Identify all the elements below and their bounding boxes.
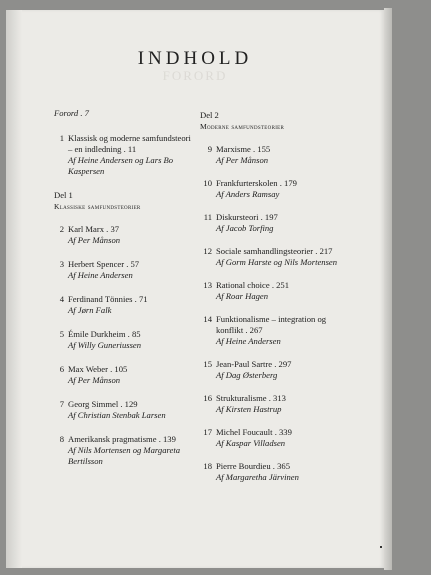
toc-entry <box>200 212 350 234</box>
entry-number: 16 <box>203 393 212 403</box>
entry-author: Af Per Månson <box>216 155 269 165</box>
toc-entry <box>200 427 350 449</box>
entry-number: 4 <box>59 294 64 304</box>
show-through-text: FORORD <box>162 68 228 83</box>
entry-number: 8 <box>59 434 64 444</box>
part-name: Klassiske samfundsteorier <box>54 202 141 211</box>
entry-number: 17 <box>203 427 212 437</box>
page-title: INDHOLD <box>137 48 253 69</box>
entry-title: Funktionalisme – integration og konflikt . 267 <box>216 314 327 335</box>
entry-number: 14 <box>203 314 212 324</box>
toc-entry <box>200 280 350 302</box>
toc-entries-part-2 <box>200 144 350 483</box>
entry-number: 2 <box>59 224 64 234</box>
entry-author: Af Per Månson <box>68 235 121 245</box>
toc-entries-part-1 <box>54 224 196 467</box>
entry-number: 1 <box>59 133 64 143</box>
entry-number: 13 <box>203 280 212 290</box>
entry-title: Herbert Spencer . 57 <box>68 259 140 269</box>
toc-entry <box>54 133 196 177</box>
entry-author: Af Willy Guneriussen <box>68 340 142 350</box>
entry-number: 18 <box>203 461 212 471</box>
toc-entry <box>200 246 350 268</box>
entry-author: Af Gorm Harste og Nils Mortensen <box>216 257 338 267</box>
page-stack-edge <box>384 8 392 570</box>
entry-author: Af Margaretha Järvinen <box>216 472 299 482</box>
toc-foreword: Forord . 7 <box>54 108 89 118</box>
toc-entry <box>54 434 196 467</box>
toc-entry <box>200 359 350 381</box>
part-number: Del 1 <box>54 190 73 200</box>
entry-title: Diskursteori . 197 <box>216 212 278 222</box>
entry-author: Af Heine Andersen <box>216 336 281 346</box>
book-page <box>6 10 384 568</box>
page-speck <box>380 546 382 548</box>
entry-title: Strukturalisme . 313 <box>216 393 286 403</box>
entry-author: Af Kirsten Hastrup <box>216 404 282 414</box>
toc-entry <box>200 144 350 166</box>
toc-entry <box>54 329 196 351</box>
entry-author: Af Nils Mortensen og Margareta Bertilsson <box>68 445 181 466</box>
entry-number: 3 <box>59 259 64 269</box>
entry-number: 7 <box>59 399 64 409</box>
entry-title: Jean-Paul Sartre . 297 <box>216 359 292 369</box>
entry-title: Frankfurterskolen . 179 <box>216 178 297 188</box>
entry-title: Rational choice . 251 <box>216 280 290 290</box>
entry-title: Marxisme . 155 <box>216 144 271 154</box>
toc-left-column <box>54 108 196 480</box>
entry-author: Af Anders Ramsay <box>216 189 280 199</box>
entry-number: 12 <box>203 246 212 256</box>
entry-number: 6 <box>59 364 64 374</box>
entry-author: Af Heine Andersen <box>68 270 133 280</box>
entry-author: Af Christian Stenbak Larsen <box>68 410 166 420</box>
toc-entry <box>54 224 196 246</box>
entry-number: 5 <box>59 329 64 339</box>
part-name: Moderne samfundsteorier <box>200 122 285 131</box>
page-gutter <box>6 10 22 568</box>
entry-title: Michel Foucault . 339 <box>216 427 292 437</box>
toc-right-column <box>200 108 350 495</box>
entry-title: Sociale samhandlingsteorier . 217 <box>216 246 333 256</box>
toc-entry <box>200 314 350 347</box>
toc-entry <box>54 364 196 386</box>
entry-author: Af Heine Andersen og Lars Bo Kaspersen <box>68 155 174 176</box>
entry-title: Klassisk og moderne samfundsteori – en indledning . 11 <box>68 133 191 154</box>
toc-entry <box>200 393 350 415</box>
entry-title: Max Weber . 105 <box>68 364 128 374</box>
toc-entry <box>54 399 196 421</box>
entry-author: Af Jacob Torfing <box>216 223 274 233</box>
toc-entry <box>54 259 196 281</box>
toc-entry <box>200 178 350 200</box>
entry-author: Af Jørn Falk <box>68 305 112 315</box>
entry-author: Af Dag Østerberg <box>216 370 278 380</box>
entry-number: 11 <box>203 212 212 222</box>
part-number: Del 2 <box>200 110 219 120</box>
toc-entry <box>200 461 350 483</box>
entry-author: Af Per Månson <box>68 375 121 385</box>
toc-entry <box>54 294 196 316</box>
entry-title: Georg Simmel . 129 <box>68 399 138 409</box>
entry-title: Karl Marx . 37 <box>68 224 120 234</box>
entry-number: 10 <box>203 178 212 188</box>
entry-number: 15 <box>203 359 212 369</box>
entry-title: Pierre Bourdieu . 365 <box>216 461 290 471</box>
entry-author: Af Kaspar Villadsen <box>216 438 286 448</box>
entry-author: Af Roar Hagen <box>216 291 269 301</box>
entry-number: 9 <box>207 144 212 154</box>
entry-title: Amerikansk pragmatisme . 139 <box>68 434 176 444</box>
entry-title: Ferdinand Tönnies . 71 <box>68 294 148 304</box>
entry-title: Émile Durkheim . 85 <box>68 329 141 339</box>
